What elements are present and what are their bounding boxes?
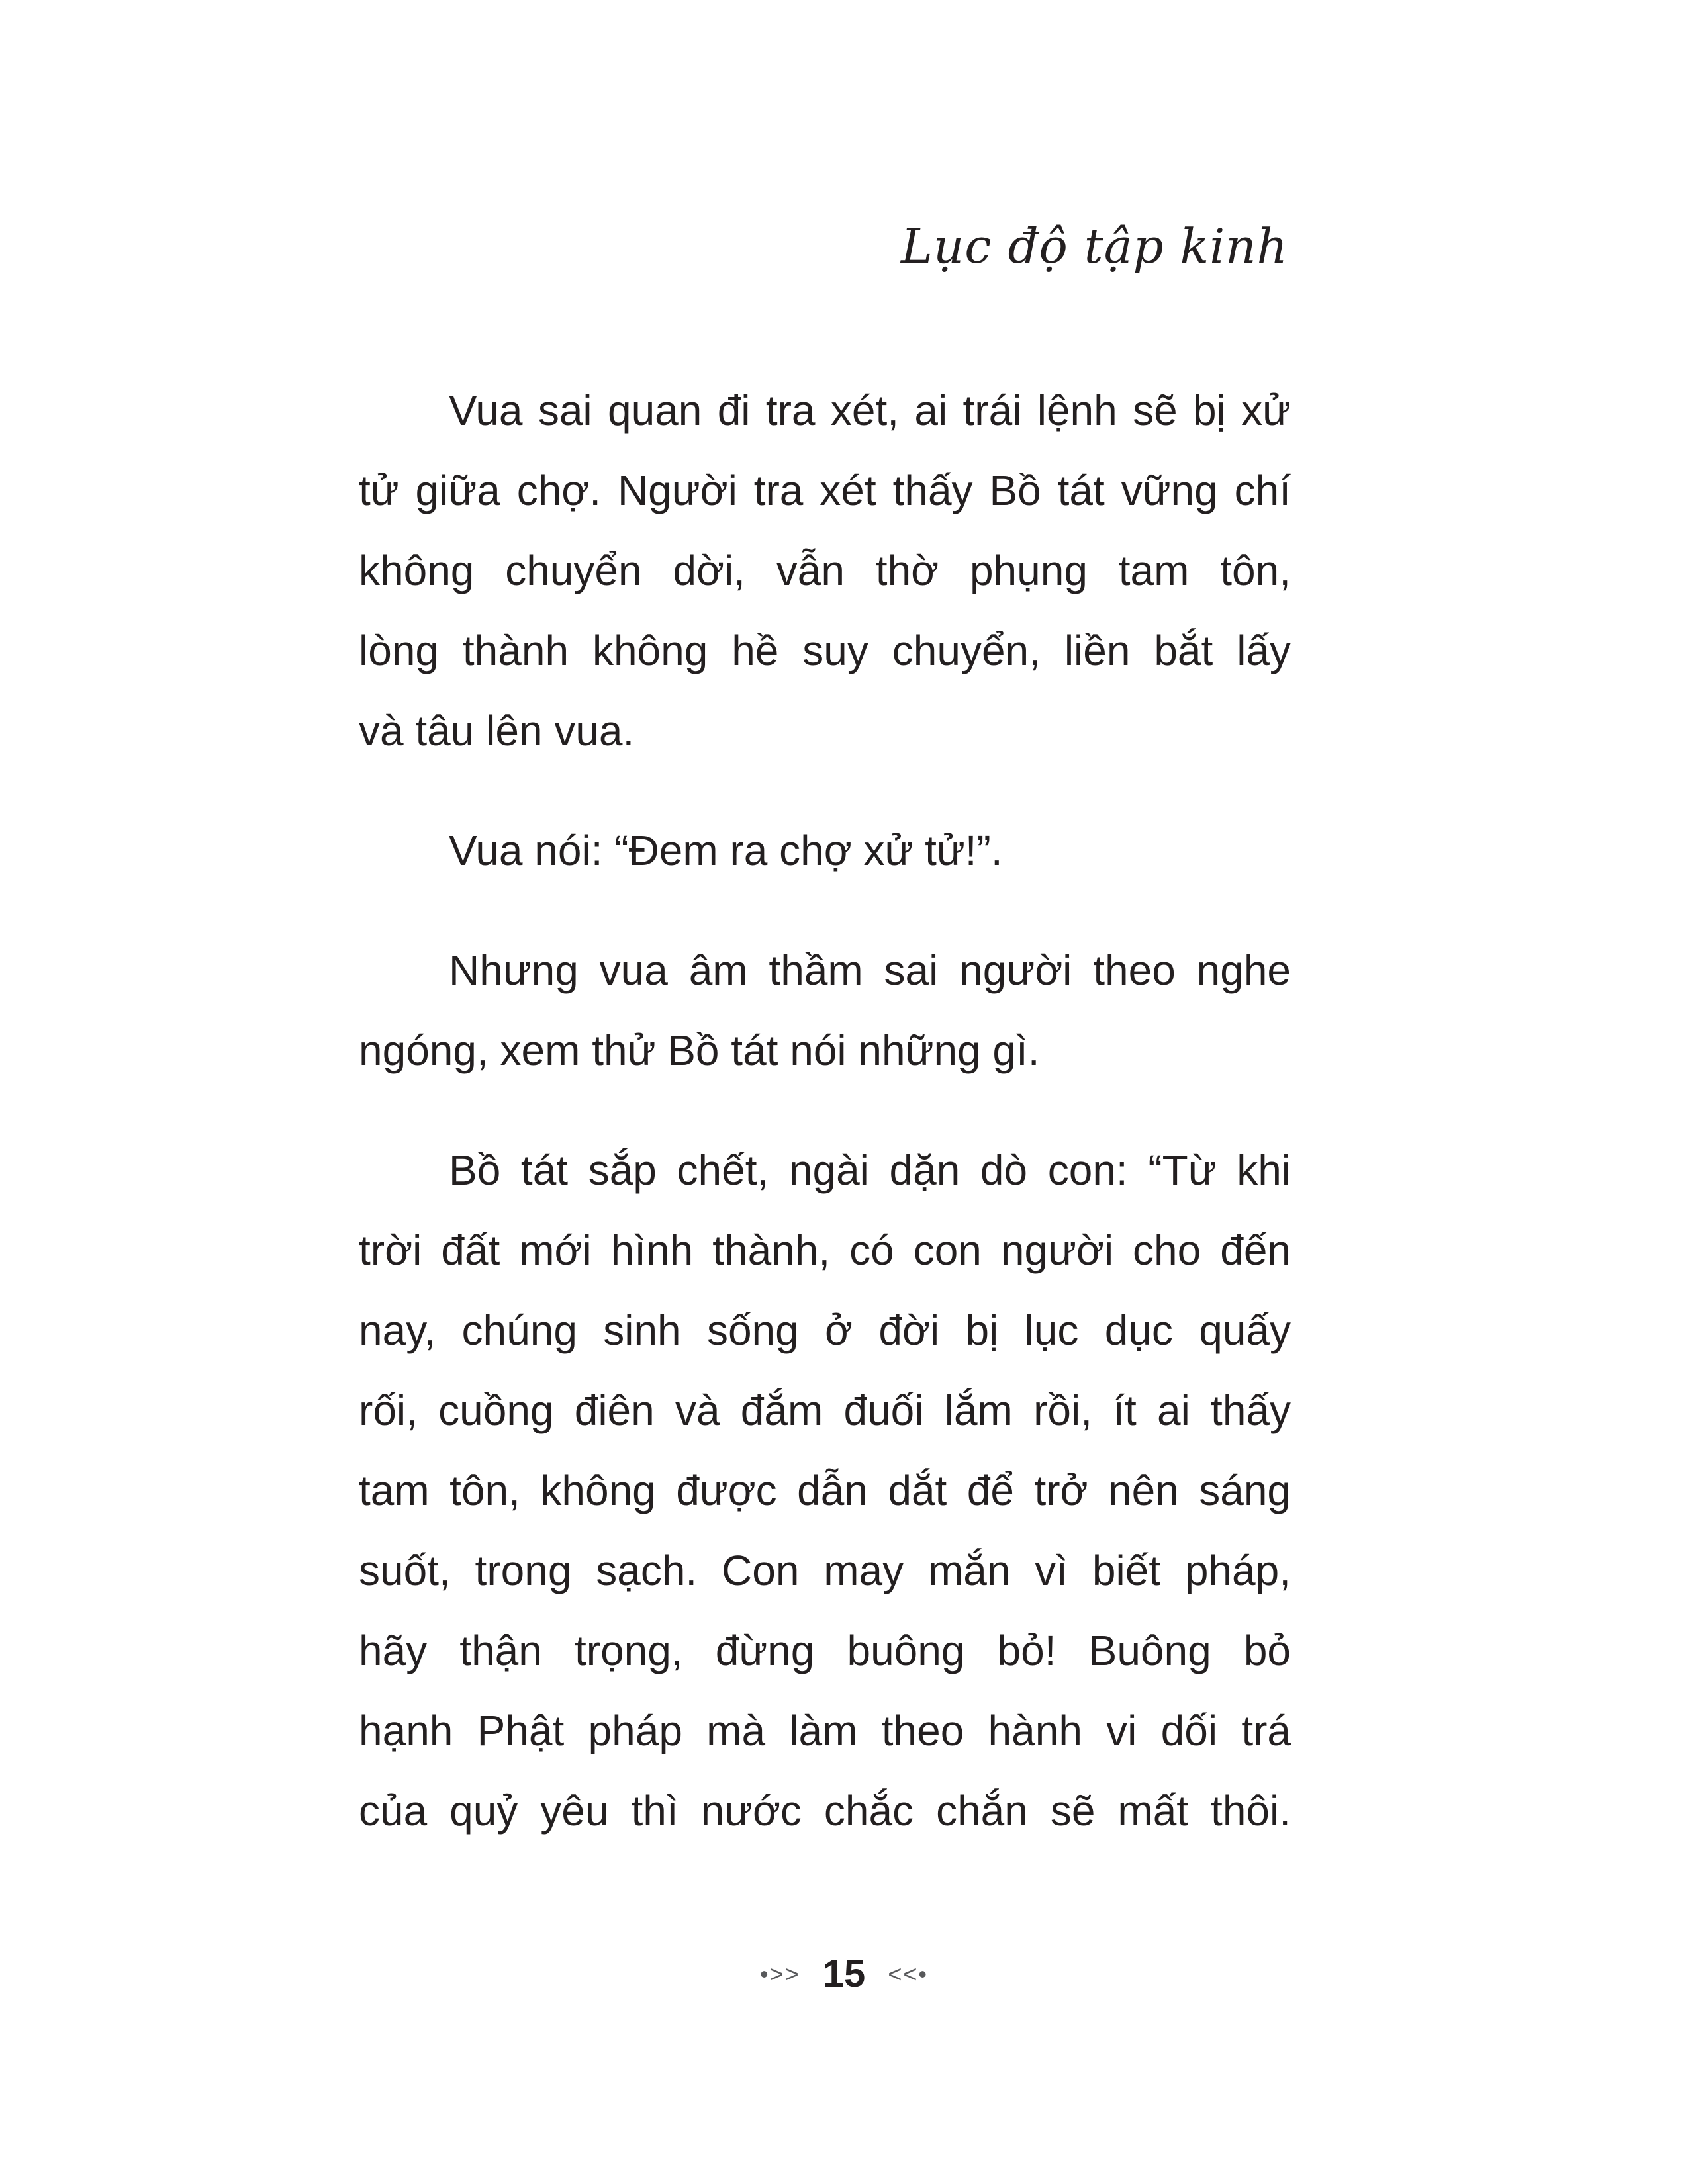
text-line: Vua nói: “Đem ra chợ xử tử!”. (449, 827, 1003, 874)
text-line: không chuyển dời, vẫn thờ phụng tam tôn, (359, 547, 1291, 594)
text-line: tam tôn, không được dẫn dắt để trở nên sáng (359, 1467, 1291, 1514)
right-ornament-icon: <<• (888, 1960, 929, 1987)
text-line: suốt, trong sạch. Con may mắn vì biết pháp, (359, 1547, 1291, 1594)
running-header-title: Lục độ tập kinh (901, 218, 1288, 274)
page-number: 15 (822, 1952, 866, 1996)
paragraph-1 (359, 371, 1291, 771)
text-line: lòng thành không hề suy chuyển, liền bắt lấy (359, 627, 1291, 674)
paragraph-2 (359, 811, 1291, 891)
text-line: nay, chúng sinh sống ở đời bị lục dục quấy (359, 1306, 1291, 1354)
body-text (359, 371, 1291, 1891)
text-line: trời đất mới hình thành, có con người cho đến (359, 1226, 1291, 1274)
left-ornament-icon: •>> (759, 1960, 800, 1987)
text-line: rối, cuồng điên và đắm đuối lắm rồi, ít ai thấy (359, 1387, 1291, 1434)
text-line: hạnh Phật pháp mà làm theo hành vi dối trá (359, 1707, 1291, 1754)
text-line: Vua sai quan đi tra xét, ai trái lệnh sẽ bị xử (449, 387, 1291, 434)
text-line: và tâu lên vua. (359, 707, 635, 754)
text-line: ngóng, xem thử Bồ tát nói những gì. (359, 1026, 1040, 1074)
paragraph-4 (359, 1130, 1291, 1851)
text-line: của quỷ yêu thì nước chắc chắn sẽ mất thôi. (359, 1787, 1291, 1835)
page-footer (0, 1949, 1688, 1996)
text-line: hãy thận trọng, đừng buông bỏ! Buông bỏ (359, 1627, 1291, 1674)
text-line: tử giữa chợ. Người tra xét thấy Bồ tát vững chí (359, 467, 1291, 514)
text-line: Bồ tát sắp chết, ngài dặn dò con: “Từ khi (449, 1146, 1291, 1194)
text-line: Nhưng vua âm thầm sai người theo nghe (449, 946, 1291, 994)
paragraph-3 (359, 931, 1291, 1091)
